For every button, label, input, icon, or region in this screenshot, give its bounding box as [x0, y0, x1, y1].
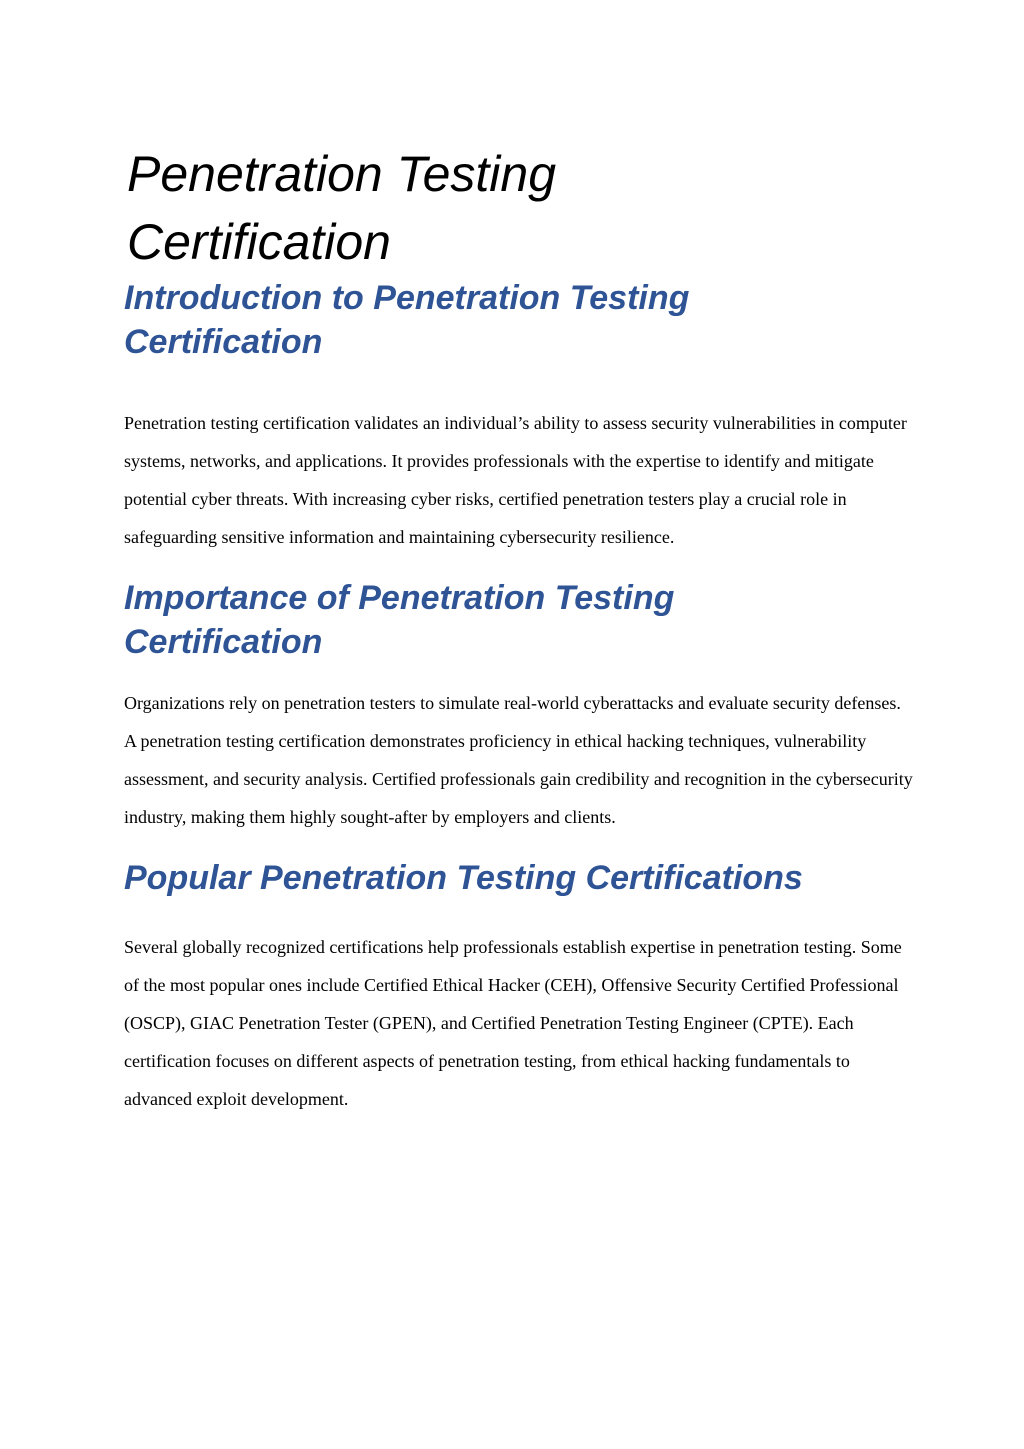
section-heading-importance: Importance of Penetration Testing Certification [124, 579, 675, 661]
section-heading-introduction: Introduction to Penetration Testing Certification [124, 279, 690, 361]
section-popular-certifications [124, 856, 914, 1118]
section-body-importance: Organizations rely on penetration testers to simulate real-world cyberattacks and evaluate security defenses. A penetration testing certification demonstrates proficiency in ethical hacking techniques, vulnerability assessment, and security analysis. Certified professionals gain credibility and recognition in the cybersecurity industry, making them highly sought-after by employers and clients. [124, 693, 913, 827]
section-body-introduction: Penetration testing certification validates an individual’s ability to assess security vulnerabilities in computer systems, networks, and applications. It provides professionals with the expertise to identify and mitigate potential cyber threats. With increasing cyber risks, certified penetration testers play a crucial role in safeguarding sensitive information and maintaining cybersecurity resilience. [124, 413, 907, 547]
section-heading-popular-certifications: Popular Penetration Testing Certifications [124, 859, 803, 897]
document-page [124, 140, 914, 1118]
section-introduction [124, 276, 914, 556]
document-title: Penetration Testing Certification [127, 146, 557, 270]
section-body-popular-certifications: Several globally recognized certifications help professionals establish expertise in penetration testing. Some of the most popular ones include Certified Ethical Hacker (CEH), Offensive Security Certified Professional (OSCP), GIAC Penetration Tester (GPEN), and Certified Penetration Testing Engineer (CPTE). Each certification focuses on different aspects of penetration testing, from ethical hacking fundamentals to advanced exploit development. [124, 937, 902, 1109]
section-importance [124, 576, 914, 836]
